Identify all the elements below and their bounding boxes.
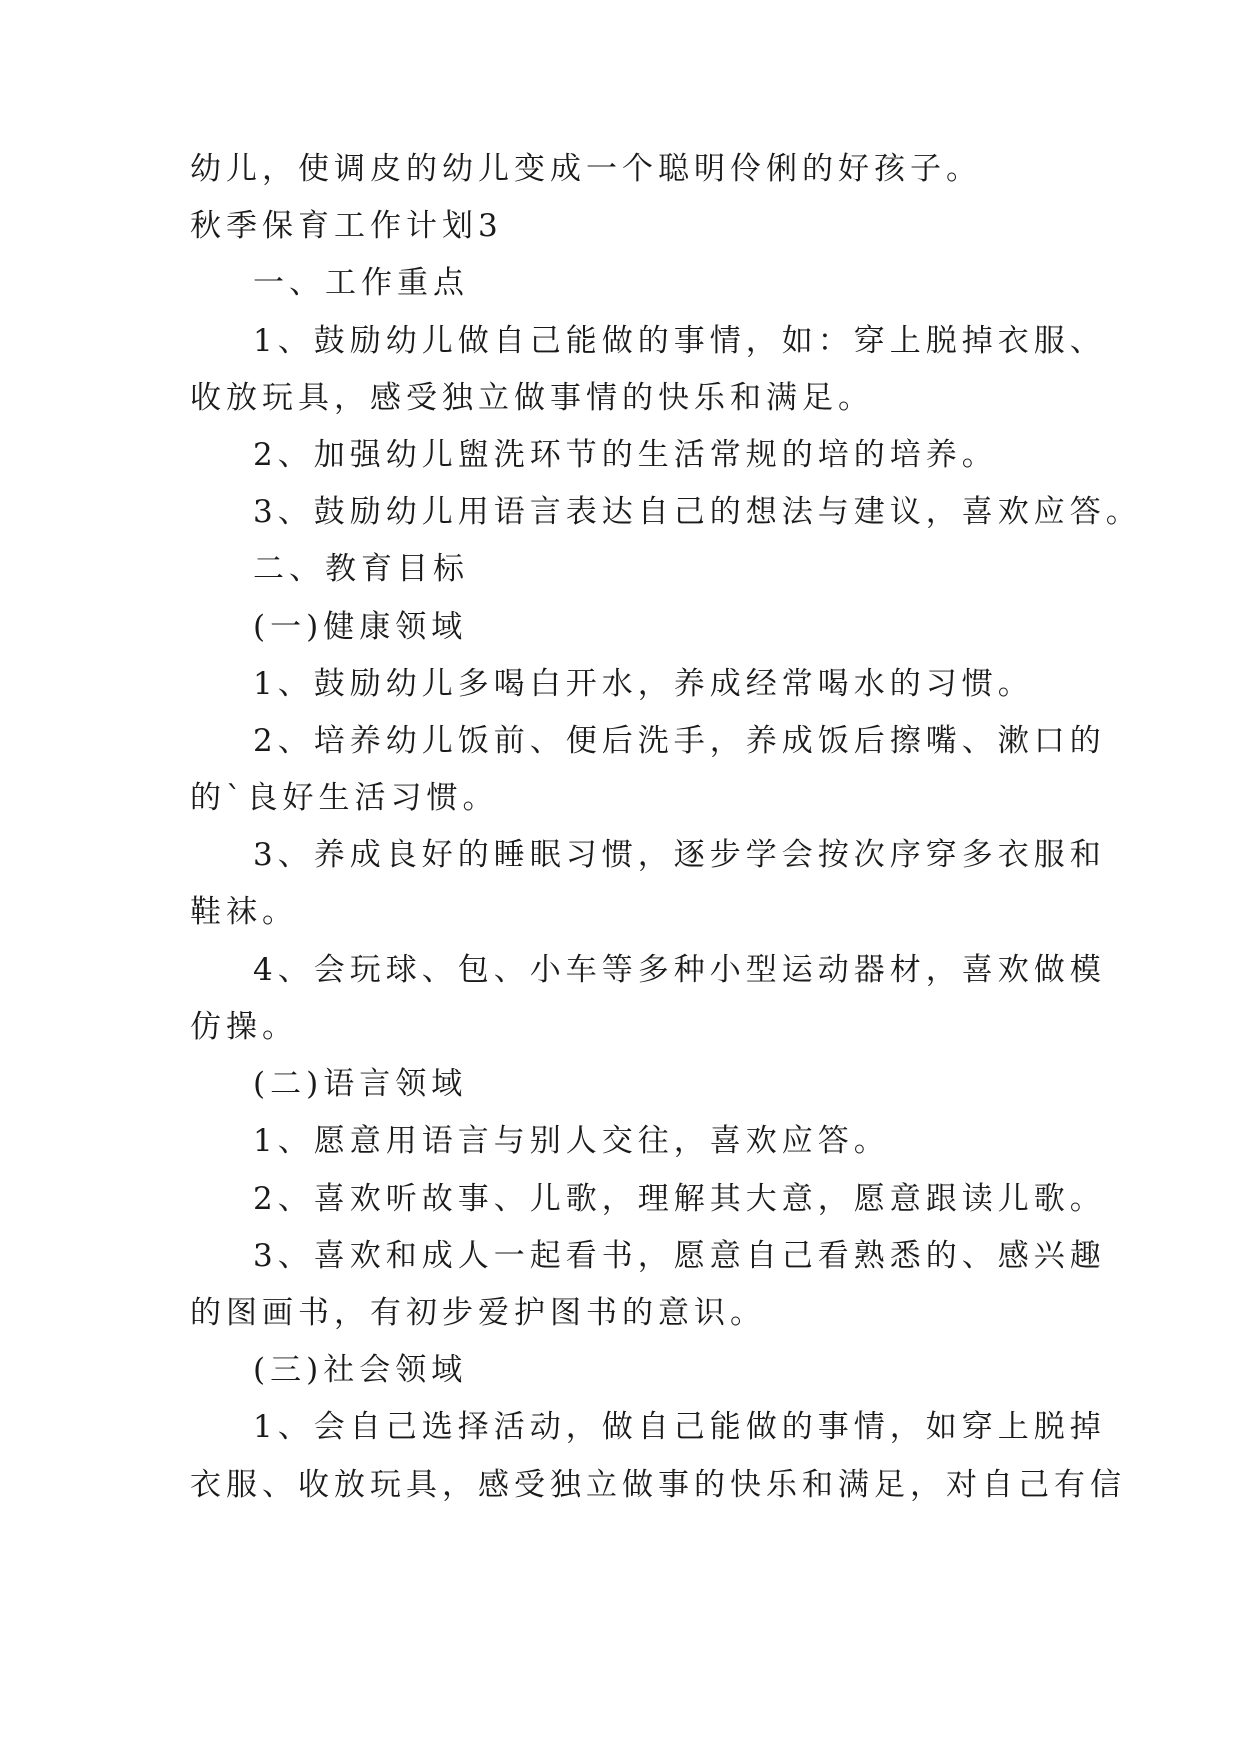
paragraph-line: 2、加强幼儿盥洗环节的生活常规的培的培养。 xyxy=(253,437,998,473)
paragraph-line: 鞋袜。 xyxy=(190,894,298,930)
paragraph-line: 的`良好生活习惯。 xyxy=(190,780,499,816)
subheading: (一)健康领域 xyxy=(253,609,468,645)
paragraph-line: 1、鼓励幼儿多喝白开水，养成经常喝水的习惯。 xyxy=(253,666,1034,702)
paragraph-line: 1、会自己选择活动，做自己能做的事情，如穿上脱掉 xyxy=(253,1409,1106,1445)
heading: 一、工作重点 xyxy=(253,265,469,301)
paragraph-line: 2、培养幼儿饭前、便后洗手，养成饭后擦嘴、漱口的 xyxy=(253,723,1106,759)
paragraph-line: 1、愿意用语言与别人交往，喜欢应答。 xyxy=(253,1123,890,1159)
paragraph-line: 1、鼓励幼儿做自己能做的事情，如：穿上脱掉衣服、 xyxy=(253,323,1106,359)
paragraph-line: 3、养成良好的睡眠习惯，逐步学会按次序穿多衣服和 xyxy=(253,837,1106,873)
paragraph-line: 4、会玩球、包、小车等多种小型运动器材，喜欢做模 xyxy=(253,952,1106,988)
heading: 二、教育目标 xyxy=(253,551,469,587)
paragraph-line: 的图画书，有初步爱护图书的意识。 xyxy=(190,1295,766,1331)
subheading: (二)语言领域 xyxy=(253,1066,468,1102)
subheading: (三)社会领域 xyxy=(253,1352,468,1388)
paragraph-line: 3、鼓励幼儿用语言表达自己的想法与建议，喜欢应答。 xyxy=(253,494,1142,530)
paragraph-line: 2、喜欢听故事、儿歌，理解其大意，愿意跟读儿歌。 xyxy=(253,1181,1106,1217)
paragraph-line: 衣服、收放玩具，感受独立做事的快乐和满足，对自己有信 xyxy=(190,1467,1126,1503)
paragraph-line: 仿操。 xyxy=(190,1009,298,1045)
paragraph-line: 收放玩具，感受独立做事情的快乐和满足。 xyxy=(190,380,874,416)
paragraph-line: 3、喜欢和成人一起看书，愿意自己看熟悉的、感兴趣 xyxy=(253,1238,1106,1274)
paragraph-line: 幼儿，使调皮的幼儿变成一个聪明伶俐的好孩子。 xyxy=(190,151,982,187)
section-title: 秋季保育工作计划3 xyxy=(190,208,503,244)
